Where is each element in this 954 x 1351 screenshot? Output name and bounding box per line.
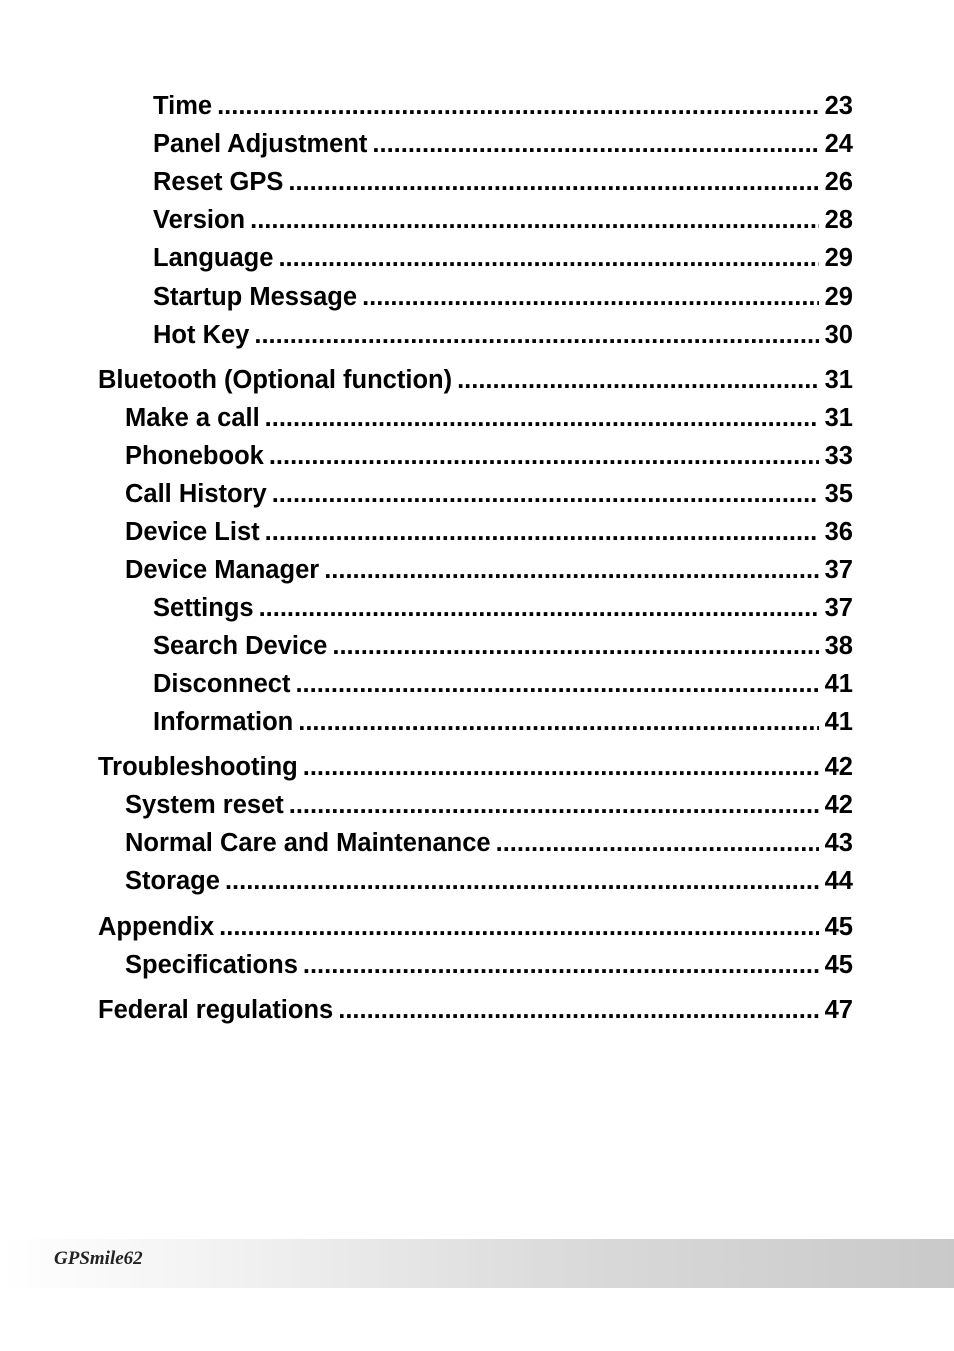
toc-entry[interactable]	[125, 437, 853, 471]
toc-dot-leader	[295, 669, 818, 699]
toc-dot-leader	[289, 790, 819, 820]
toc-entry[interactable]	[153, 201, 853, 235]
toc-entry-page-number: 45	[824, 951, 853, 979]
toc-entry[interactable]	[153, 316, 853, 350]
toc-entry[interactable]	[125, 946, 853, 980]
toc-entry-page-number: 30	[824, 321, 853, 349]
toc-entry-page-number: 24	[824, 130, 853, 158]
footer-brand: GPSmile62	[54, 1248, 143, 1269]
toc-entry-title: Information	[153, 708, 294, 736]
toc-entry[interactable]	[153, 627, 853, 661]
toc-entry[interactable]	[98, 991, 853, 1025]
toc-entry-page-number: 37	[824, 594, 853, 622]
toc-entry-page-number: 42	[824, 753, 853, 781]
toc-entry-page-number: 37	[824, 556, 853, 584]
toc-entry-page-number: 23	[824, 92, 853, 120]
toc-entry-title: Settings	[153, 594, 254, 622]
toc-entry-page-number: 44	[824, 867, 853, 895]
toc-entry[interactable]	[153, 125, 853, 159]
toc-entry[interactable]	[98, 908, 853, 942]
toc-dot-leader	[278, 243, 818, 273]
toc-entry[interactable]	[153, 87, 853, 121]
toc-dot-leader	[272, 479, 819, 509]
toc-entry-page-number: 45	[824, 913, 853, 941]
toc-entry-page-number: 29	[824, 283, 853, 311]
footer-bar	[0, 1239, 954, 1288]
toc-entry-page-number: 26	[824, 168, 853, 196]
toc-entry-title: Reset GPS	[153, 168, 284, 196]
toc-entry-page-number: 42	[824, 791, 853, 819]
toc-entry[interactable]	[125, 551, 853, 585]
toc-dot-leader	[332, 631, 818, 661]
toc-dot-leader	[362, 282, 819, 312]
toc-entry-page-number: 41	[824, 670, 853, 698]
toc-dot-leader	[457, 365, 819, 395]
toc-entry[interactable]	[125, 475, 853, 509]
toc-dot-leader	[259, 593, 819, 623]
toc-entry[interactable]	[125, 513, 853, 547]
toc-entry-title: Version	[153, 206, 246, 234]
toc-dot-leader	[250, 205, 818, 235]
toc-entry-title: Disconnect	[153, 670, 291, 698]
toc-entry-title: Make a call	[125, 404, 260, 432]
toc-dot-leader	[254, 320, 818, 350]
toc-entry-page-number: 28	[824, 206, 853, 234]
toc-dot-leader	[303, 752, 819, 782]
toc-dot-leader	[338, 995, 818, 1025]
toc-entry-title: Storage	[125, 867, 220, 895]
toc-entry-page-number: 31	[824, 366, 853, 394]
toc-entry-page-number: 47	[824, 996, 853, 1024]
toc-dot-leader	[372, 129, 818, 159]
toc-dot-leader	[217, 91, 819, 121]
toc-entry[interactable]	[98, 748, 853, 782]
toc-entry[interactable]	[153, 703, 853, 737]
toc-entry-page-number: 36	[824, 518, 853, 546]
toc-dot-leader	[219, 912, 818, 942]
toc-entry[interactable]	[153, 589, 853, 623]
toc-entry-title: Phonebook	[125, 442, 264, 470]
toc-entry-title: Device List	[125, 518, 260, 546]
toc-dot-leader	[303, 950, 819, 980]
toc-entry[interactable]	[125, 862, 853, 896]
toc-entry-title: Specifications	[125, 951, 298, 979]
toc-entry-title: Startup Message	[153, 283, 358, 311]
toc-entry-title: Troubleshooting	[98, 753, 298, 781]
toc-entry-title: Normal Care and Maintenance	[125, 829, 491, 857]
toc-entry[interactable]	[125, 399, 853, 433]
toc-entry-page-number: 35	[824, 480, 853, 508]
toc-entry[interactable]	[153, 278, 853, 312]
toc-dot-leader	[324, 555, 818, 585]
toc-entry[interactable]	[153, 239, 853, 273]
toc-entry-title: Device Manager	[125, 556, 320, 584]
toc-entry-title: Language	[153, 244, 274, 272]
toc-entry-title: Panel Adjustment	[153, 130, 368, 158]
toc-entry[interactable]	[153, 163, 853, 197]
toc-entry-title: Search Device	[153, 632, 328, 660]
toc-dot-leader	[496, 828, 819, 858]
toc-entry-page-number: 38	[824, 632, 853, 660]
toc-dot-leader	[298, 707, 818, 737]
toc-dot-leader	[265, 517, 819, 547]
toc-entry-title: Time	[153, 92, 213, 120]
toc-entry-title: Appendix	[98, 913, 215, 941]
toc-entry-page-number: 43	[824, 829, 853, 857]
toc-entry-page-number: 33	[824, 442, 853, 470]
toc-entry[interactable]	[153, 665, 853, 699]
toc-entry-page-number: 31	[824, 404, 853, 432]
toc-dot-leader	[288, 167, 818, 197]
toc-entry-page-number: 41	[824, 708, 853, 736]
toc-dot-leader	[269, 441, 819, 471]
toc-dot-leader	[225, 866, 819, 896]
toc-entry[interactable]	[98, 361, 853, 395]
toc-entry[interactable]	[125, 786, 853, 820]
toc-entry[interactable]	[125, 824, 853, 858]
toc-entry-title: System reset	[125, 791, 284, 819]
toc-entry-title: Federal regulations	[98, 996, 334, 1024]
toc-entry-page-number: 29	[824, 244, 853, 272]
toc-entry-title: Call History	[125, 480, 267, 508]
toc-entry-title: Bluetooth (Optional function)	[98, 366, 453, 394]
toc-entry-title: Hot Key	[153, 321, 250, 349]
toc-dot-leader	[265, 403, 819, 433]
